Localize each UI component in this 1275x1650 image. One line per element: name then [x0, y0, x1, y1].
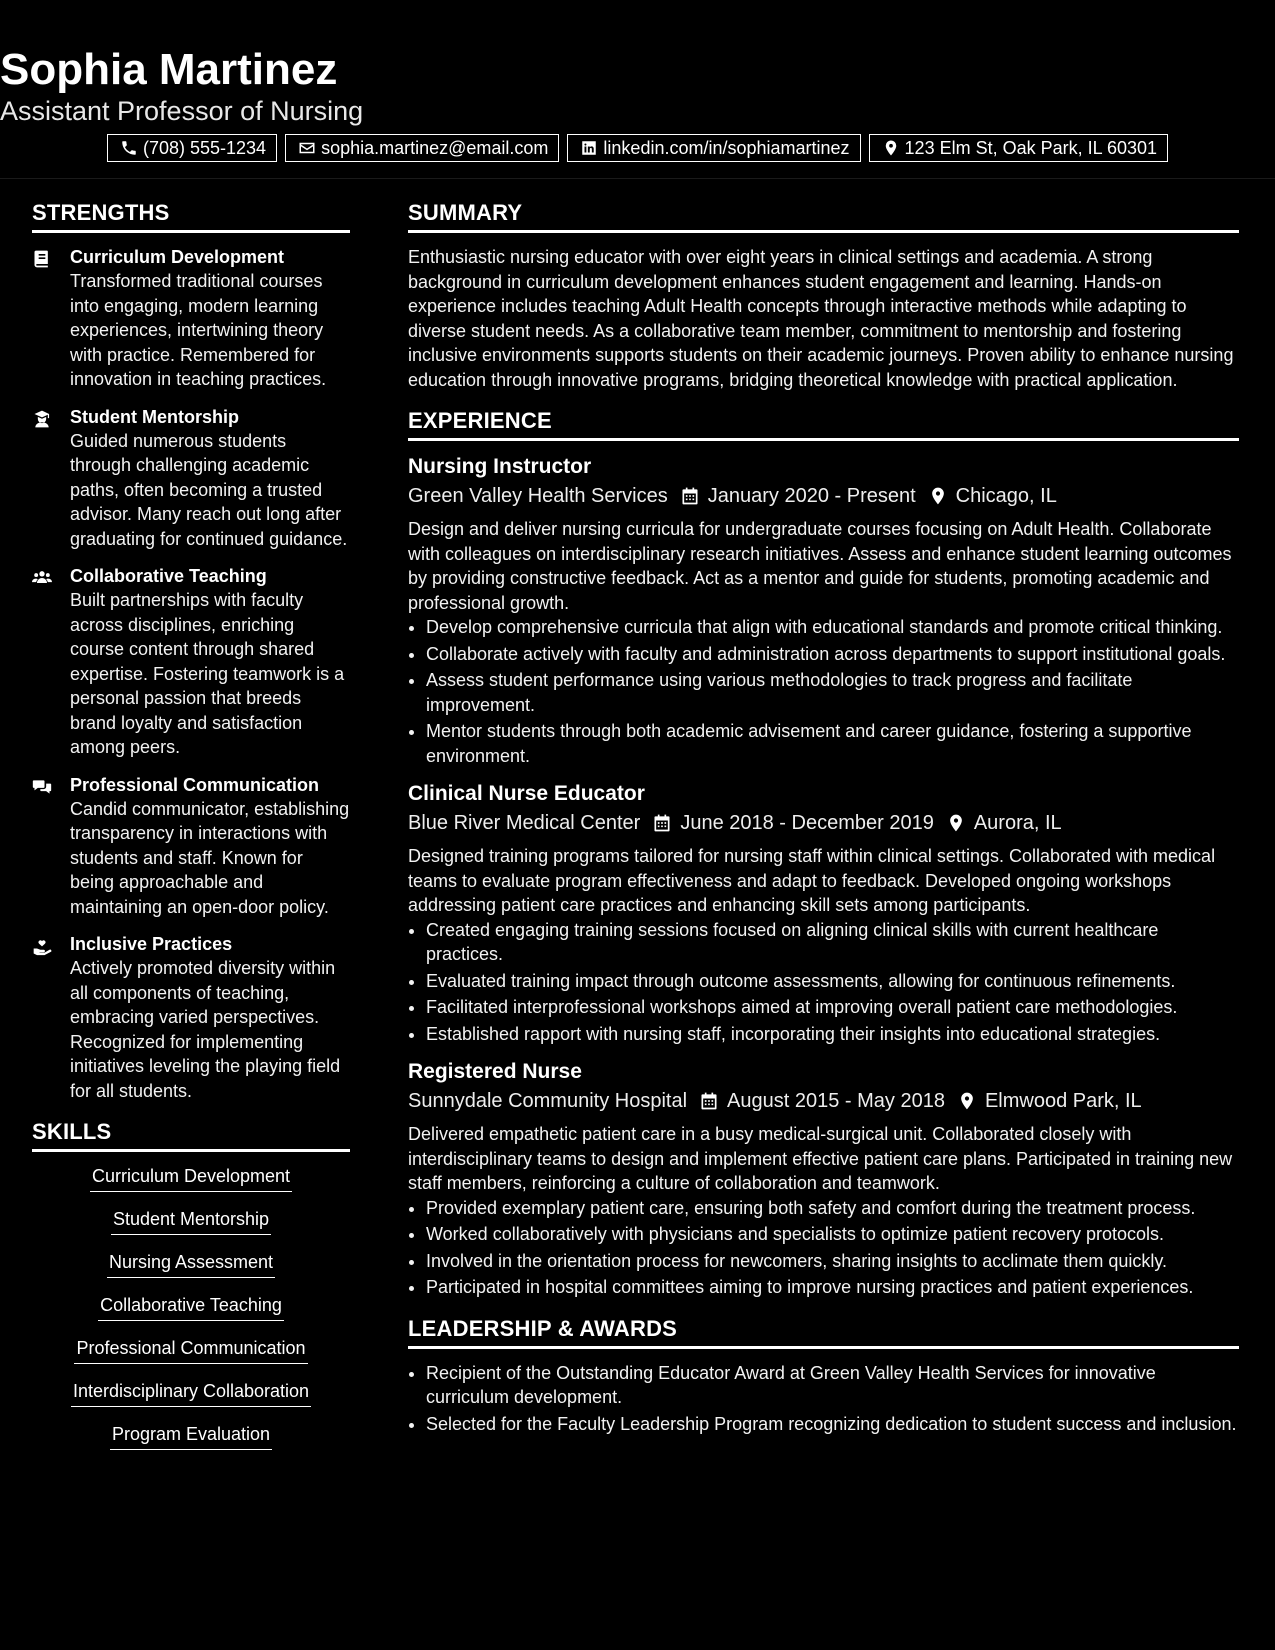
job-dates: August 2015 - May 2018 [727, 1090, 945, 1112]
job-description: Delivered empathetic patient care in a busy medical-surgical unit. Collaborated closely with interdisciplinary teams to design and implement effective patient care plans. Participated in training new staff members, reinforcing a culture of collaboration and teamwork. [408, 1124, 1233, 1193]
strength-item [32, 405, 350, 552]
award-item: • Recipient of the Outstanding Educator Award at Green Valley Health Services for innovative curriculum development. [426, 1361, 1239, 1410]
phone-icon [120, 139, 138, 157]
strength-desc: Built partnerships with faculty across disciplines, enriching course content through shared expertise. Fostering teamwork is a personal passion that breeds brand loyalty and satisfaction among peers. [70, 590, 345, 757]
left-column [32, 198, 350, 1465]
skill-item: Curriculum Development [90, 1164, 292, 1192]
strength-title: Student Mentorship [70, 406, 239, 427]
job-entry [408, 780, 1239, 1046]
skill-item: Interdisciplinary Collaboration [71, 1379, 311, 1407]
job-bullet: • Mentor students through both academic advisement and career guidance, fostering a supportive environment. [426, 719, 1239, 768]
job-bullet: • Assess student performance using various methodologies to track progress and facilitate improvement. [426, 668, 1239, 717]
job-dates: June 2018 - December 2019 [680, 812, 934, 834]
summary-heading: SUMMARY [408, 198, 1239, 233]
job-bullet: • Provided exemplary patient care, ensuring both safety and comfort during the treatment process. [426, 1196, 1239, 1221]
skill-item: Professional Communication [74, 1336, 307, 1364]
skill-item: Collaborative Teaching [98, 1293, 284, 1321]
strength-item [32, 564, 350, 760]
envelope-icon [298, 139, 316, 157]
strength-title: Collaborative Teaching [70, 566, 267, 586]
job-location: Aurora, IL [973, 812, 1062, 834]
contact-address [869, 134, 1168, 162]
job-bullet: • Participated in hospital committees aiming to improve nursing practices and patient experiences. [426, 1275, 1239, 1300]
strength-item [32, 245, 350, 392]
contact-email[interactable] [285, 134, 559, 162]
job-entry [408, 1058, 1239, 1300]
job-title: Nursing Instructor [408, 455, 592, 478]
job-bullet: • Created engaging training sessions focused on aligning clinical skills with current healthcare practices. [426, 918, 1239, 967]
calendar-icon [699, 1091, 719, 1111]
job-bullet: • Facilitated interprofessional workshops aimed at improving overall patient care methodologies. [426, 995, 1239, 1020]
job-meta [408, 808, 1239, 838]
map-pin-icon [928, 486, 948, 506]
calendar-icon [680, 486, 700, 506]
job-bullets [408, 918, 1239, 1047]
graduate-icon [32, 409, 52, 429]
job-company: Sunnydale Community Hospital [408, 1090, 688, 1112]
contact-phone[interactable] [107, 134, 277, 162]
job-title: Clinical Nurse Educator [408, 782, 645, 805]
skill-item: Student Mentorship [111, 1207, 271, 1235]
map-pin-icon [946, 813, 966, 833]
skills-list [32, 1164, 350, 1465]
job-meta [408, 481, 1239, 511]
job-bullet: • Develop comprehensive curricula that align with educational standards and promote critical thinking. [426, 615, 1239, 640]
summary-text: Enthusiastic nursing educator with over eight years in clinical settings and academia. A strong background in curriculum development enhances student engagement and learning. Hands-on experience includes teaching Adult Health concepts through interactive methods while adapting to diverse student needs. As a collaborative team member, commitment to mentorship and fostering inclusive environments supports students on their academic journeys. Proven ability to enhance nursing education through innovative programs, bridging theoretical knowledge with practical application. [408, 247, 1234, 390]
job-description: Designed training programs tailored for nursing staff within clinical settings. Collaborated with medical teams to evaluate program effectiveness and adapt to feedback. Developed ongoing workshops addressing patient care practices and enhancing skill sets among participants. [408, 846, 1216, 915]
strength-desc: Guided numerous students through challenging academic paths, often becoming a trusted advisor. Many reach out long after graduating for continued guidance. [70, 430, 348, 549]
strength-item [32, 773, 350, 920]
strength-item [32, 932, 350, 1103]
comments-icon [32, 777, 52, 797]
candidate-title: Assistant Professor of Nursing [0, 96, 364, 126]
job-location: Elmwood Park, IL [984, 1090, 1142, 1112]
skill-item: Nursing Assessment [107, 1250, 275, 1278]
strength-desc: Transformed traditional courses into engaging, modern learning experiences, intertwining theory with practice. Remembered for innovation in teaching practices. [70, 271, 327, 389]
right-column [408, 198, 1239, 1438]
users-icon [32, 568, 52, 588]
awards-heading: LEADERSHIP & AWARDS [408, 1314, 1239, 1349]
job-meta [408, 1086, 1239, 1116]
contact-linkedin-text: linkedin.com/in/sophiamartinez [603, 137, 850, 158]
job-dates: January 2020 - Present [707, 485, 916, 507]
strength-title: Curriculum Development [70, 247, 285, 267]
linkedin-icon [580, 139, 598, 157]
strength-desc: Actively promoted diversity within all components of teaching, embracing varied perspectives. Recognized for implementing initiatives leveling the playing field for all students. [70, 958, 341, 1101]
award-item: • Selected for the Faculty Leadership Program recognizing dedication to student success and inclusion. [426, 1412, 1239, 1437]
job-company: Green Valley Health Services [408, 485, 668, 507]
job-entry [408, 453, 1239, 768]
strength-desc: Candid communicator, establishing transparency in interactions with students and staff. Known for being approachable and maintaining an open-door policy. [70, 798, 350, 917]
job-description: Design and deliver nursing curricula for undergraduate courses focusing on Adult Health. Collaborate with colleagues on interdisciplinary research initiatives. Assess and enhance student learning outcomes by providing constructive feedback. Act as a mentor and guide for students, promoting academic and professional growth. [408, 519, 1232, 613]
job-bullet: • Involved in the orientation process for newcomers, sharing insights to acclimate them quickly. [426, 1249, 1239, 1274]
job-bullet: • Evaluated training impact through outcome assessments, allowing for continuous refinements. [426, 969, 1239, 994]
job-bullets [408, 1196, 1239, 1300]
contact-email-text: sophia.martinez@email.com [321, 137, 549, 158]
contact-address-text: 123 Elm St, Oak Park, IL 60301 [904, 137, 1158, 158]
strength-title: Inclusive Practices [70, 934, 233, 954]
map-pin-icon [957, 1091, 977, 1111]
contact-phone-text: (708) 555-1234 [142, 137, 267, 158]
book-icon [32, 249, 52, 269]
contact-linkedin[interactable] [567, 134, 860, 162]
job-company: Blue River Medical Center [408, 812, 641, 834]
contact-bar [0, 134, 1275, 162]
experience-heading: EXPERIENCE [408, 406, 1239, 441]
skills-heading: SKILLS [32, 1117, 350, 1152]
awards-list [408, 1361, 1239, 1437]
strengths-heading: STRENGTHS [32, 198, 350, 233]
job-bullet: • Worked collaboratively with physicians and specialists to optimize patient recovery protocols. [426, 1222, 1239, 1247]
resume-header [0, 0, 1275, 179]
hand-heart-icon [32, 936, 52, 956]
candidate-name: Sophia Martinez [0, 45, 338, 94]
map-pin-icon [882, 139, 900, 157]
job-title: Registered Nurse [408, 1060, 582, 1083]
calendar-icon [652, 813, 672, 833]
skill-item: Program Evaluation [110, 1422, 272, 1450]
job-bullet: • Established rapport with nursing staff, incorporating their insights into educational strategies. [426, 1022, 1239, 1047]
job-bullets [408, 615, 1239, 768]
job-location: Chicago, IL [955, 485, 1057, 507]
job-bullet: • Collaborate actively with faculty and administration across departments to support institutional goals. [426, 642, 1239, 667]
strength-title: Professional Communication [70, 774, 320, 795]
